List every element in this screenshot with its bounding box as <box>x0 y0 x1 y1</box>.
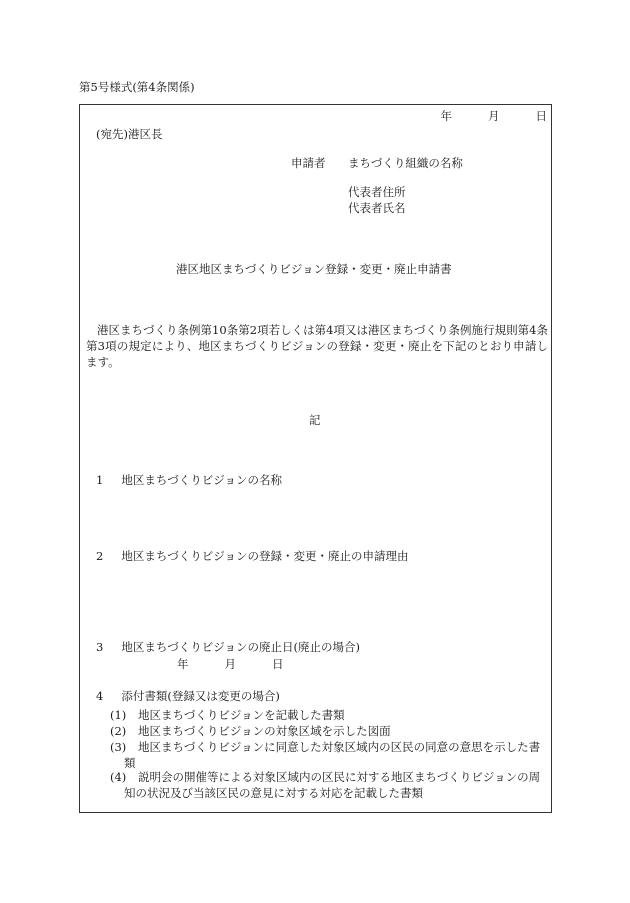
attachment-number: (4) <box>110 770 127 784</box>
rep-name-label: 代表者氏名 <box>348 201 406 215</box>
date-month-label: 月 <box>488 109 500 123</box>
item-abolition-date <box>96 642 360 654</box>
item-application-reason <box>96 551 408 563</box>
applicant-label: 申請者 <box>291 156 326 170</box>
item-text: 地区まちづくりビジョンの名称 <box>121 473 282 487</box>
attachment-item <box>110 707 550 723</box>
item-attachments <box>96 691 280 703</box>
attachment-item <box>110 723 550 739</box>
item-number: 4 <box>96 689 104 703</box>
item-number: 3 <box>96 640 104 654</box>
attachment-item <box>110 769 550 801</box>
item-text: 添付書類(登録又は変更の場合) <box>121 689 280 703</box>
document-title: 港区地区まちづくりビジョン登録・変更・廃止申請書 <box>176 262 452 276</box>
abolition-date-fields <box>177 659 284 671</box>
ki-heading: 記 <box>309 413 321 427</box>
addressee: (宛先)港区長 <box>96 127 163 141</box>
attachment-number: (3) <box>110 740 127 754</box>
attachment-text-continued: 知の状況及び当該区民の意見に対する対応を記載した書類 <box>124 786 423 800</box>
date-day-label: 日 <box>535 109 547 123</box>
date-year-label: 年 <box>177 657 189 671</box>
item-text: 地区まちづくりビジョンの廃止日(廃止の場合) <box>121 640 360 654</box>
item-text: 地区まちづくりビジョンの登録・変更・廃止の申請理由 <box>121 549 409 563</box>
attachment-number: (2) <box>110 724 127 738</box>
attachment-item <box>110 739 550 771</box>
date-day-label: 日 <box>272 657 284 671</box>
submission-date <box>441 111 548 123</box>
item-number: 2 <box>96 549 104 563</box>
rep-address-label: 代表者住所 <box>348 185 406 199</box>
org-name-label: まちづくり組織の名称 <box>348 156 463 170</box>
item-vision-name <box>96 475 282 487</box>
item-number: 1 <box>96 473 104 487</box>
date-year-label: 年 <box>440 109 452 123</box>
form-number: 第5号様式(第4条関係) <box>79 80 195 94</box>
attachment-text: 説明会の開催等による対象区域内の区民に対する地区まちづくりビジョンの周 <box>138 770 541 784</box>
attachment-text-continued: 類 <box>124 756 136 770</box>
attachment-text: 地区まちづくりビジョンを記載した書類 <box>138 708 345 722</box>
attachment-number: (1) <box>110 708 127 722</box>
attachment-text: 地区まちづくりビジョンの対象区域を示した図面 <box>138 724 391 738</box>
attachment-text: 地区まちづくりビジョンに同意した対象区域内の区民の同意の意思を示した書 <box>138 740 541 754</box>
date-month-label: 月 <box>224 657 236 671</box>
body-paragraph: 港区まちづくり条例第10条第2項若しくは第4項又は港区まちづくり条例施行規則第4条第3項の規定により、地区まちづくりビジョンの登録・変更・廃止を下記のとおり申請します。 <box>86 323 548 369</box>
